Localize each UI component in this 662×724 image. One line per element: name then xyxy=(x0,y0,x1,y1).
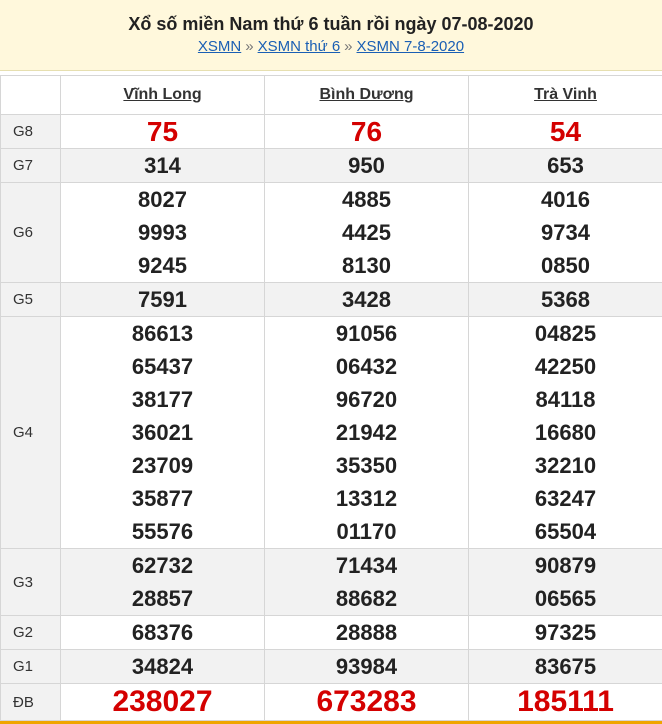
breadcrumb-xsmn-friday[interactable]: XSMN thứ 6 xyxy=(258,38,341,55)
results-body xyxy=(1,115,662,721)
result-number: 96720 xyxy=(265,383,468,416)
result-number: 75 xyxy=(61,115,264,148)
result-number: 0850 xyxy=(469,249,662,282)
result-cell xyxy=(265,283,469,317)
result-cell xyxy=(469,616,662,650)
result-cell xyxy=(469,183,662,283)
result-number: 65437 xyxy=(61,350,264,383)
prize-label: G6 xyxy=(1,183,61,283)
result-number: 34824 xyxy=(61,650,264,683)
result-number: 35877 xyxy=(61,482,264,515)
result-number: 28888 xyxy=(265,616,468,649)
prize-label: G3 xyxy=(1,549,61,616)
result-cell xyxy=(469,650,662,684)
prize-row-g4 xyxy=(1,317,662,549)
prize-label: G2 xyxy=(1,616,61,650)
breadcrumb-xsmn[interactable]: XSMN xyxy=(198,38,241,55)
result-cell xyxy=(61,283,265,317)
result-cell xyxy=(265,616,469,650)
province-binh-duong[interactable]: Bình Dương xyxy=(265,76,469,115)
result-cell xyxy=(61,149,265,183)
result-cell xyxy=(61,183,265,283)
prize-label: G7 xyxy=(1,149,61,183)
prize-label: G8 xyxy=(1,115,61,149)
result-number: 8130 xyxy=(265,249,468,282)
result-cell xyxy=(469,549,662,616)
result-cell xyxy=(469,283,662,317)
result-number: 950 xyxy=(265,149,468,182)
prize-label: G1 xyxy=(1,650,61,684)
result-number: 32210 xyxy=(469,449,662,482)
result-number: 673283 xyxy=(265,684,468,720)
province-header-row xyxy=(1,76,662,115)
result-number: 71434 xyxy=(265,549,468,582)
province-tra-vinh[interactable]: Trà Vinh xyxy=(469,76,662,115)
breadcrumb-xsmn-date[interactable]: XSMN 7-8-2020 xyxy=(357,38,465,55)
result-cell xyxy=(265,149,469,183)
result-number: 88682 xyxy=(265,582,468,615)
page-header xyxy=(0,0,662,71)
prize-row-g7 xyxy=(1,149,662,183)
result-number: 86613 xyxy=(61,317,264,350)
result-number: 63247 xyxy=(469,482,662,515)
prize-label: ĐB xyxy=(1,684,61,721)
result-number: 06432 xyxy=(265,350,468,383)
province-vinh-long[interactable]: Vĩnh Long xyxy=(61,76,265,115)
result-number: 01170 xyxy=(265,515,468,548)
result-number: 36021 xyxy=(61,416,264,449)
result-cell xyxy=(265,183,469,283)
result-number: 68376 xyxy=(61,616,264,649)
result-cell xyxy=(469,317,662,549)
result-number: 93984 xyxy=(265,650,468,683)
prize-row-g2 xyxy=(1,616,662,650)
results-table xyxy=(0,75,662,721)
result-number: 9734 xyxy=(469,216,662,249)
result-number: 38177 xyxy=(61,383,264,416)
result-cell xyxy=(61,616,265,650)
result-number: 9993 xyxy=(61,216,264,249)
result-number: 91056 xyxy=(265,317,468,350)
result-number: 4425 xyxy=(265,216,468,249)
result-number: 4016 xyxy=(469,183,662,216)
result-cell xyxy=(265,684,469,721)
breadcrumb-separator: » xyxy=(344,38,352,55)
result-number: 7591 xyxy=(61,283,264,316)
result-number: 06565 xyxy=(469,582,662,615)
result-number: 90879 xyxy=(469,549,662,582)
result-cell xyxy=(265,549,469,616)
result-cell xyxy=(61,650,265,684)
breadcrumb-separator: » xyxy=(245,38,253,55)
prize-label: G5 xyxy=(1,283,61,317)
result-number: 238027 xyxy=(61,684,264,720)
result-cell xyxy=(469,684,662,721)
result-cell xyxy=(265,317,469,549)
result-cell xyxy=(469,115,662,149)
result-number: 65504 xyxy=(469,515,662,548)
prize-row-g3 xyxy=(1,549,662,616)
result-number: 83675 xyxy=(469,650,662,683)
result-cell xyxy=(61,549,265,616)
prize-row-g5 xyxy=(1,283,662,317)
prize-row-g6 xyxy=(1,183,662,283)
prize-row-db xyxy=(1,684,662,721)
result-number: 62732 xyxy=(61,549,264,582)
result-number: 54 xyxy=(469,115,662,148)
result-number: 5368 xyxy=(469,283,662,316)
result-number: 9245 xyxy=(61,249,264,282)
page-title: Xổ số miền Nam thứ 6 tuần rồi ngày 07-08-2020 xyxy=(0,12,662,36)
result-cell xyxy=(61,115,265,149)
result-number: 3428 xyxy=(265,283,468,316)
result-number: 28857 xyxy=(61,582,264,615)
result-cell xyxy=(265,650,469,684)
result-number: 04825 xyxy=(469,317,662,350)
result-cell xyxy=(265,115,469,149)
result-number: 8027 xyxy=(61,183,264,216)
result-number: 55576 xyxy=(61,515,264,548)
result-number: 97325 xyxy=(469,616,662,649)
result-cell xyxy=(469,149,662,183)
result-number: 42250 xyxy=(469,350,662,383)
result-number: 21942 xyxy=(265,416,468,449)
prize-row-g1 xyxy=(1,650,662,684)
result-number: 84118 xyxy=(469,383,662,416)
breadcrumb xyxy=(0,37,662,57)
result-number: 16680 xyxy=(469,416,662,449)
result-number: 653 xyxy=(469,149,662,182)
result-number: 35350 xyxy=(265,449,468,482)
corner-cell xyxy=(1,76,61,115)
result-cell xyxy=(61,317,265,549)
result-cell xyxy=(61,684,265,721)
prize-row-g8 xyxy=(1,115,662,149)
result-number: 4885 xyxy=(265,183,468,216)
result-number: 185111 xyxy=(469,684,662,720)
result-number: 314 xyxy=(61,149,264,182)
result-number: 23709 xyxy=(61,449,264,482)
prize-label: G4 xyxy=(1,317,61,549)
result-number: 13312 xyxy=(265,482,468,515)
result-number: 76 xyxy=(265,115,468,148)
